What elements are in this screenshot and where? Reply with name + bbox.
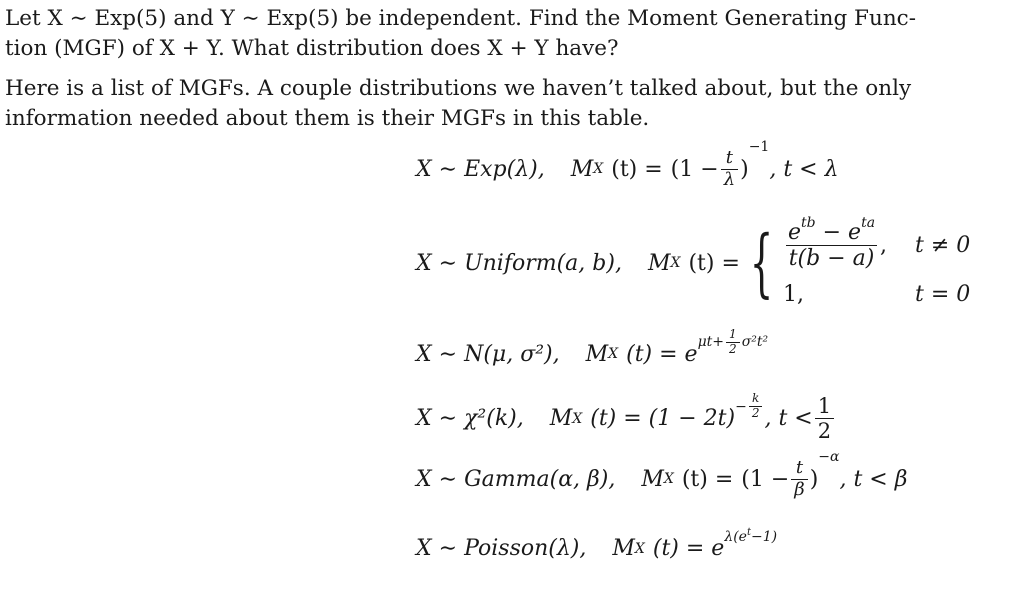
poisson-mgf-lhs: M xyxy=(612,536,635,561)
chisq-condition: , t < xyxy=(764,406,813,432)
exp-frac-num: t xyxy=(725,147,734,168)
uniform-case-1-cond: t ≠ 0 xyxy=(915,233,971,259)
cases-brace: { xyxy=(749,220,774,307)
gamma-close: ) xyxy=(809,466,819,492)
uniform-case-2-val: 1, xyxy=(782,281,804,307)
mgf-poisson xyxy=(416,526,778,561)
uniform-fraction xyxy=(785,215,878,272)
chisq-mgf-arg: (t) = (1 − 2t) xyxy=(590,406,736,432)
uniform-frac-den: t(b − a) xyxy=(786,245,878,271)
uniform-mgf-sub: X xyxy=(670,255,681,272)
exp-fraction xyxy=(721,148,738,190)
uniform-cases xyxy=(782,215,971,307)
gamma-mgf-arg: (t) = xyxy=(681,466,734,492)
problem-line-1: Let X ∼ Exp(5) and Y ∼ Exp(5) be independent. Find the Moment Generating Func- xyxy=(5,6,916,31)
chisq-dist: X ∼ χ²(k), xyxy=(416,406,524,432)
exp-mgf-arg: (t) = xyxy=(611,156,663,182)
gamma-mgf-sub: X xyxy=(663,471,674,488)
intro-line-1: Here is a list of MGFs. A couple distributions we haven’t talked about, but the only xyxy=(5,76,912,101)
problem-line-2: tion (MGF) of X + Y. What distribution does X + Y have? xyxy=(5,36,619,61)
mgf-gamma xyxy=(416,449,908,500)
poisson-dist: X ∼ Poisson(λ), xyxy=(416,536,587,561)
gamma-exponent: −α xyxy=(818,449,840,466)
poisson-mgf-sub: X xyxy=(634,540,645,557)
gamma-condition: , t < β xyxy=(839,466,908,492)
chisq-cond-fraction: $\frac{1}{2}$ xyxy=(815,394,834,443)
poisson-mgf-arg: (t) = e xyxy=(652,536,725,561)
uniform-mgf-arg: (t) = xyxy=(688,250,740,276)
exp-mgf-lhs: M xyxy=(570,156,594,182)
gamma-mgf-lhs: M xyxy=(641,466,664,492)
mgf-chisq xyxy=(416,391,836,444)
mgf-exponential xyxy=(416,139,839,190)
gamma-open: (1 − xyxy=(741,466,790,492)
mgf-uniform xyxy=(416,215,971,307)
normal-mgf-sub: X xyxy=(608,346,619,363)
exp-close: ) xyxy=(740,156,749,182)
uniform-frac-num: $e^{tb} - e^{ta}$ xyxy=(787,215,876,245)
intro-line-2: information needed about them is their MGFs in this table. xyxy=(5,106,650,131)
exp-dist: X ∼ Exp(λ), xyxy=(416,156,545,182)
gamma-frac-den: β xyxy=(791,479,807,501)
uniform-mgf-lhs: M xyxy=(647,250,671,276)
exp-open: (1 − xyxy=(670,156,719,182)
exp-exponent: −1 xyxy=(748,139,770,156)
uniform-dist: X ∼ Uniform(a, b), xyxy=(416,250,622,276)
exp-mgf-sub: X xyxy=(593,161,604,178)
chisq-mgf-lhs: M xyxy=(549,406,573,432)
chisq-exponent: − $\frac{k}{2}$ xyxy=(735,392,764,421)
chisq-mgf-sub: X xyxy=(572,410,583,427)
uniform-case-2-cond: t = 0 xyxy=(915,281,971,307)
problem-statement xyxy=(5,4,916,64)
uniform-case-1-comma: , xyxy=(880,233,888,259)
gamma-dist: X ∼ Gamma(α, β), xyxy=(416,466,616,492)
exp-condition: , t < λ xyxy=(769,156,839,182)
normal-exponent: μt+ $\frac{1}{2}$ σ²t² xyxy=(697,327,769,356)
mgf-normal xyxy=(416,327,769,369)
poisson-exponent: $\lambda(e^t-1)$ xyxy=(724,526,778,545)
normal-mgf-arg: (t) = e xyxy=(626,341,698,367)
gamma-fraction xyxy=(791,458,807,500)
exp-frac-den: λ xyxy=(721,169,738,191)
normal-mgf-lhs: M xyxy=(585,341,609,367)
intro-paragraph xyxy=(5,74,911,134)
normal-dist: X ∼ N(μ, σ²), xyxy=(416,341,560,367)
gamma-frac-num: t xyxy=(795,457,804,478)
uniform-case-1 xyxy=(783,215,888,272)
